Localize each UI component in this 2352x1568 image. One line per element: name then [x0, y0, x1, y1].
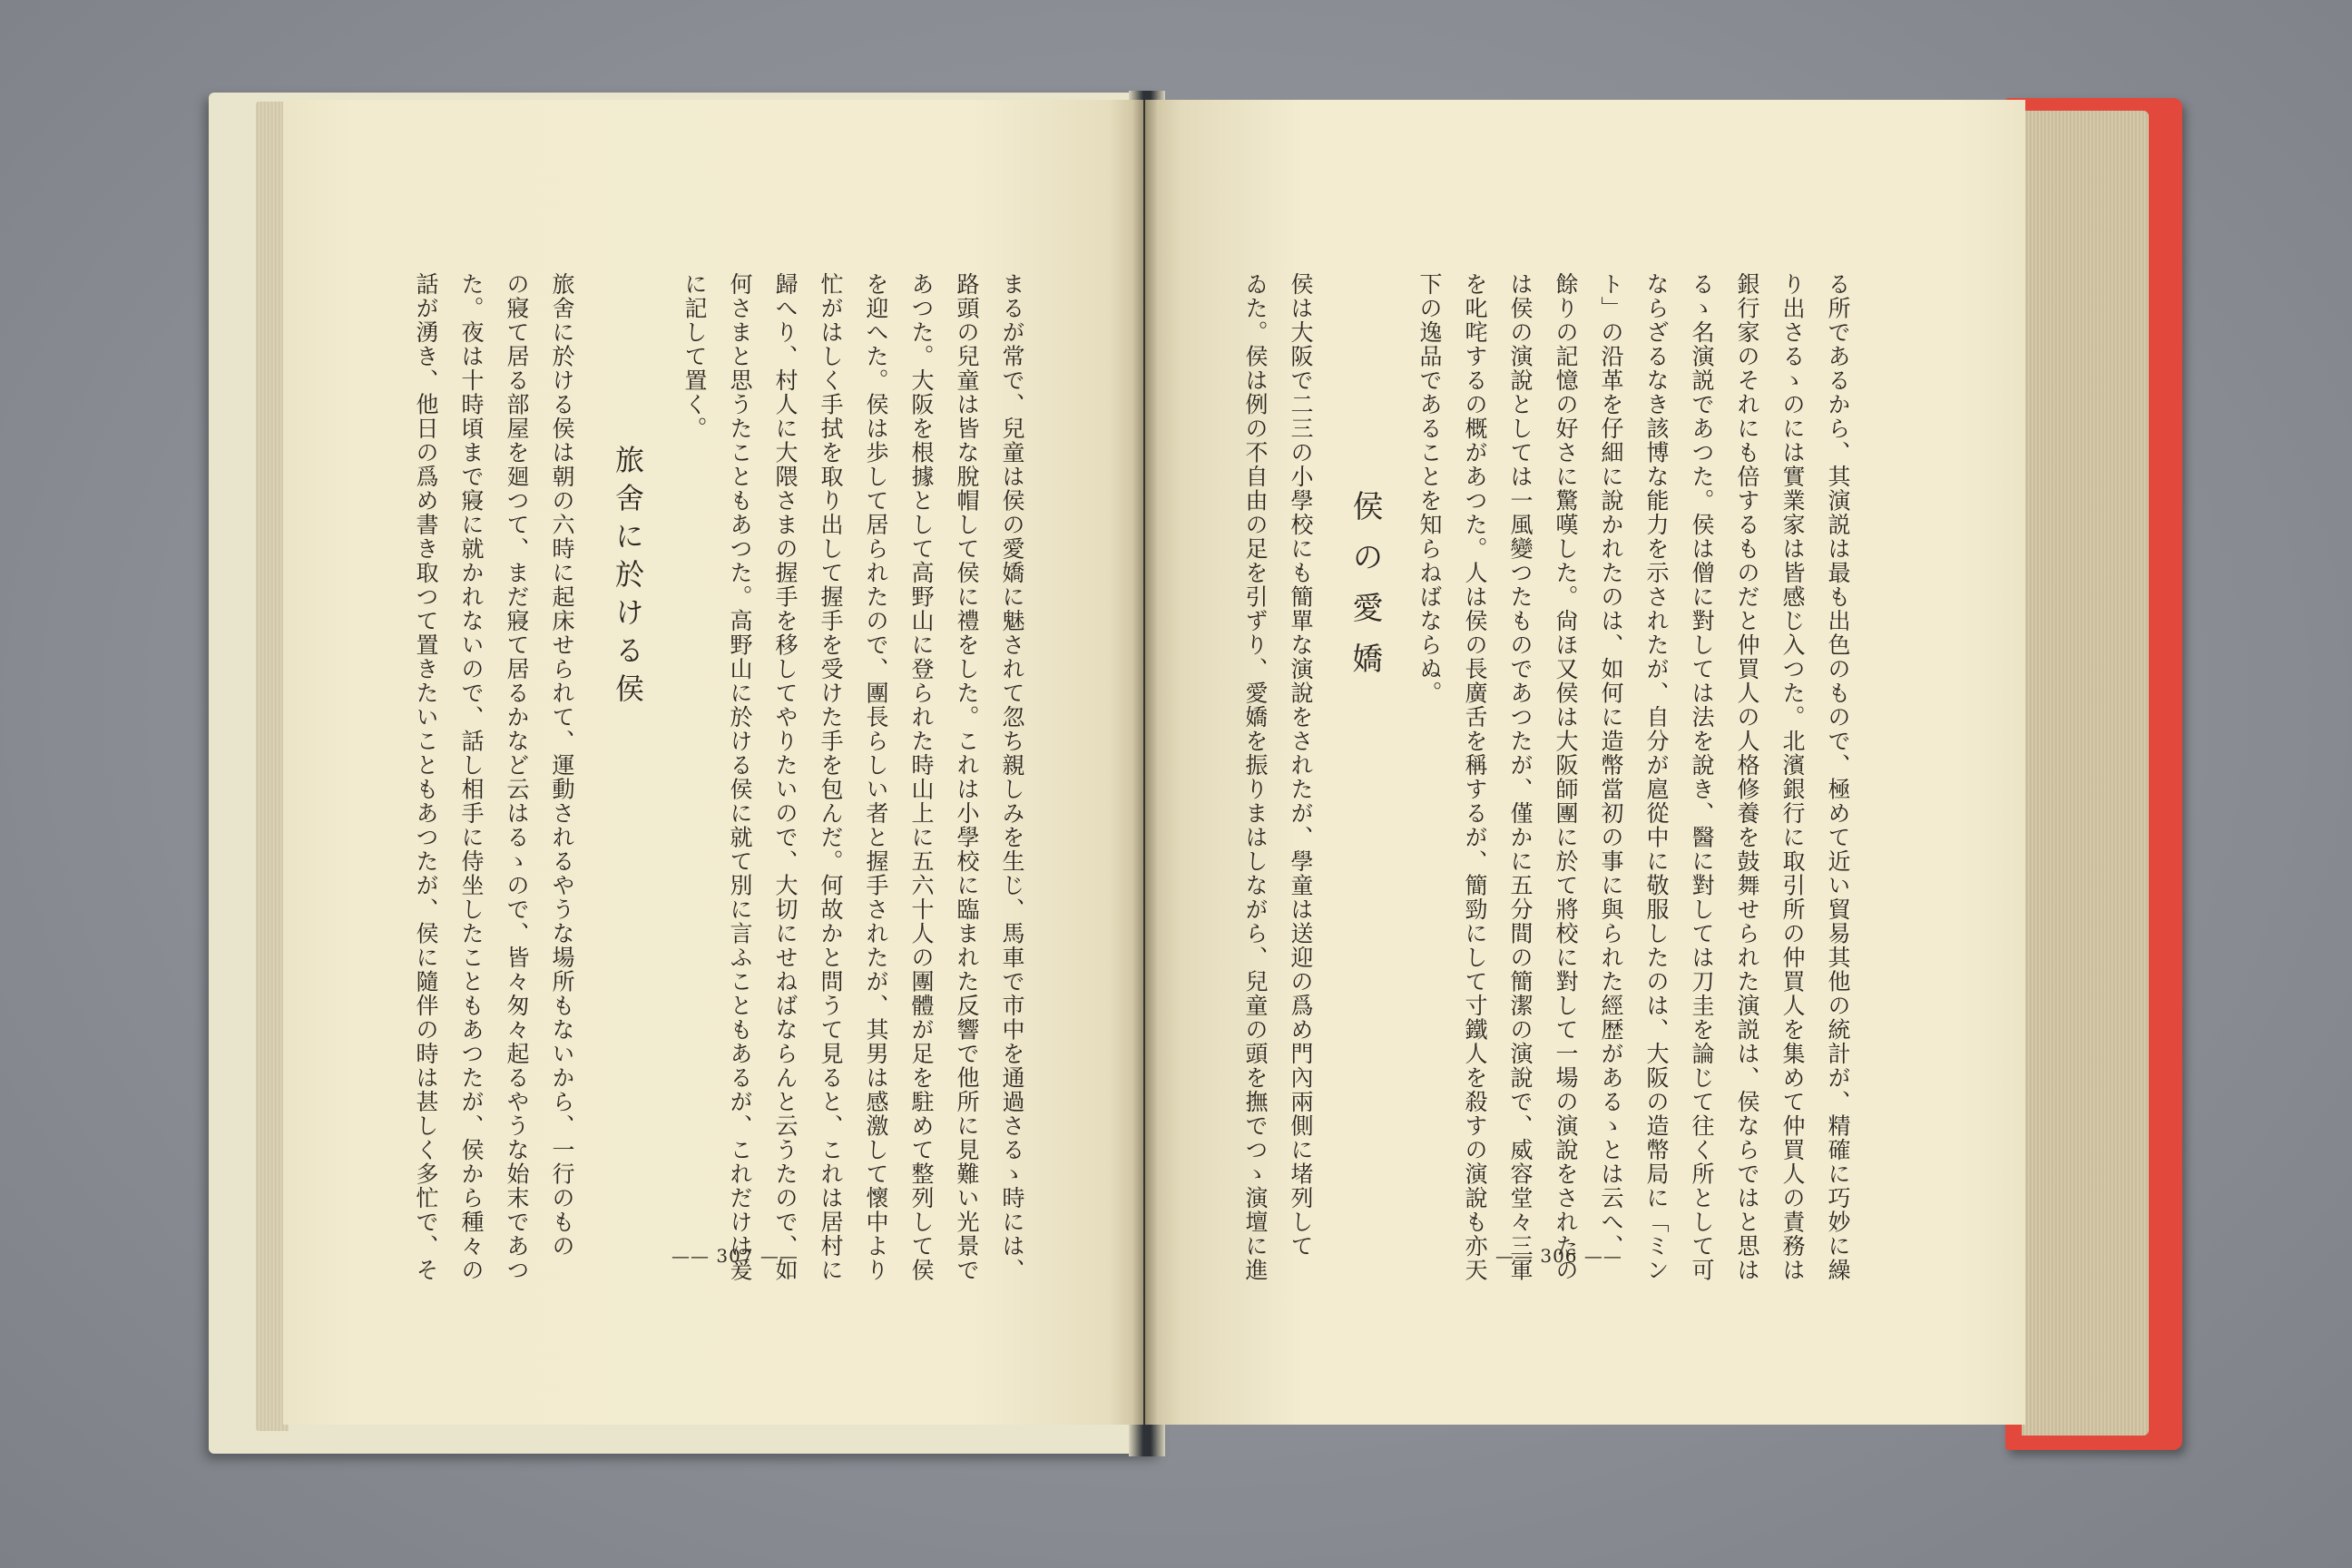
text-column: を迎へた。侯は歩して居られたので、團長らしい者と握手されたが、其男は感激して懷中より [863, 272, 889, 1282]
text-column: り出さるゝのには實業家は皆感じ入つた。北濱銀行に取引所の仲買人を集めて仲買人の責務は [1779, 272, 1806, 1282]
page-number-307: —— 307 —— [671, 1245, 799, 1267]
text-column: 銀行家のそれにも倍するものだと仲買人の人格修養を鼓舞せられた演説は、侯ならではと思は [1734, 272, 1760, 1282]
text-column: まるが常で、兒童は侯の愛嬌に魅されて忽ち親しみを生じ、馬車で市中を通過さるゝ時には、 [999, 272, 1025, 1282]
page-edges-right [2022, 111, 2149, 1436]
text-column: ゐた。侯は例の不自由の足を引ずり、愛嬌を振りまはしながら、兒童の頭を撫でつゝ演壇に進 [1242, 272, 1269, 1282]
section-heading: 侯の愛嬌 [1347, 490, 1383, 693]
text-column: を叱咤するの概があつた。人は侯の長廣舌を稱するが、簡勁にして寸鐵人を殺すの演說も亦天 [1462, 272, 1488, 1282]
text-column: 下の逸品であることを知らねばならぬ。 [1416, 272, 1443, 705]
text-column: に記して置く。 [681, 272, 708, 441]
text-column: 忙がはしく手拭を取り出して握手を受けた手を包んだ。何故かと問うて見ると、これは居村に [818, 272, 844, 1282]
text-column: た。夜は十時頃まで寢に就かれないので、話し相手に侍坐したこともあつたが、侯から種々の [458, 272, 485, 1282]
text-column: 侯は大阪で二三の小學校にも簡單な演說をされたが、學童は送迎の爲め門內兩側に堵列して [1288, 272, 1314, 1259]
section-heading: 旅舍に於ける侯 [611, 445, 645, 711]
text-column: 餘りの記憶の好さに驚嘆した。尙ほ又侯は大阪師團に於て將校に對して一場の演說をされたの [1553, 272, 1579, 1282]
text-column: の寢て居る部屋を廻つて、まだ寢て居るかなど云はるゝので、皆々匆々起るやうな始末であつ [504, 272, 530, 1282]
page-number-306: —— 306 —— [1495, 1245, 1622, 1267]
text-column: るゝ名演説であつた。侯は僧に對しては法を說き、醫に對しては刀圭を論じて往く所として可 [1689, 272, 1715, 1282]
text-column: 話が湧き、他日の爲め書き取つて置きたいこともあつたが、侯に隨伴の時は甚しく多忙で、そ [413, 272, 439, 1282]
text-column: ならざるなき該博な能力を示されたが、自分が扈從中に敬服したのは、大阪の造幣局に「ミン [1643, 272, 1670, 1282]
text-column: 何さまと思うたこともあつた。高野山に於ける侯に就て別に言ふこともあるが、これだけは爰 [727, 272, 753, 1282]
book-gutter [1132, 100, 1158, 1425]
text-column: 歸へり、村人に大隈さまの握手を移してやりたいので、大切にせねばならんと云うたので、如 [772, 272, 799, 1282]
text-column: る所であるから、其演説は最も出色のもので、極めて近い貿易其他の統計が、精確に巧妙に繰 [1825, 272, 1851, 1282]
text-column: 旅舍に於ける侯は朝の六時に起床せられて、運動されるやうな場所もないから、一行のもの [549, 272, 575, 1259]
text-column: 路頭の兒童は皆な脫帽して侯に禮をした。これは小學校に臨まれた反響で他所に見難い光景で [954, 272, 980, 1282]
text-column: は侯の演說としては一風變つたものであつたが、僅かに五分間の簡潔の演說で、威容堂々三軍 [1507, 272, 1534, 1282]
text-column: あつた。大阪を根據として高野山に登られた時山上に五六十人の團體が足を駐めて整列して侯 [908, 272, 935, 1282]
text-column: ト」の沿革を仔細に說かれたのは、如何に造幣當初の事に與られた經歴があるゝとは云へ、 [1598, 272, 1624, 1259]
